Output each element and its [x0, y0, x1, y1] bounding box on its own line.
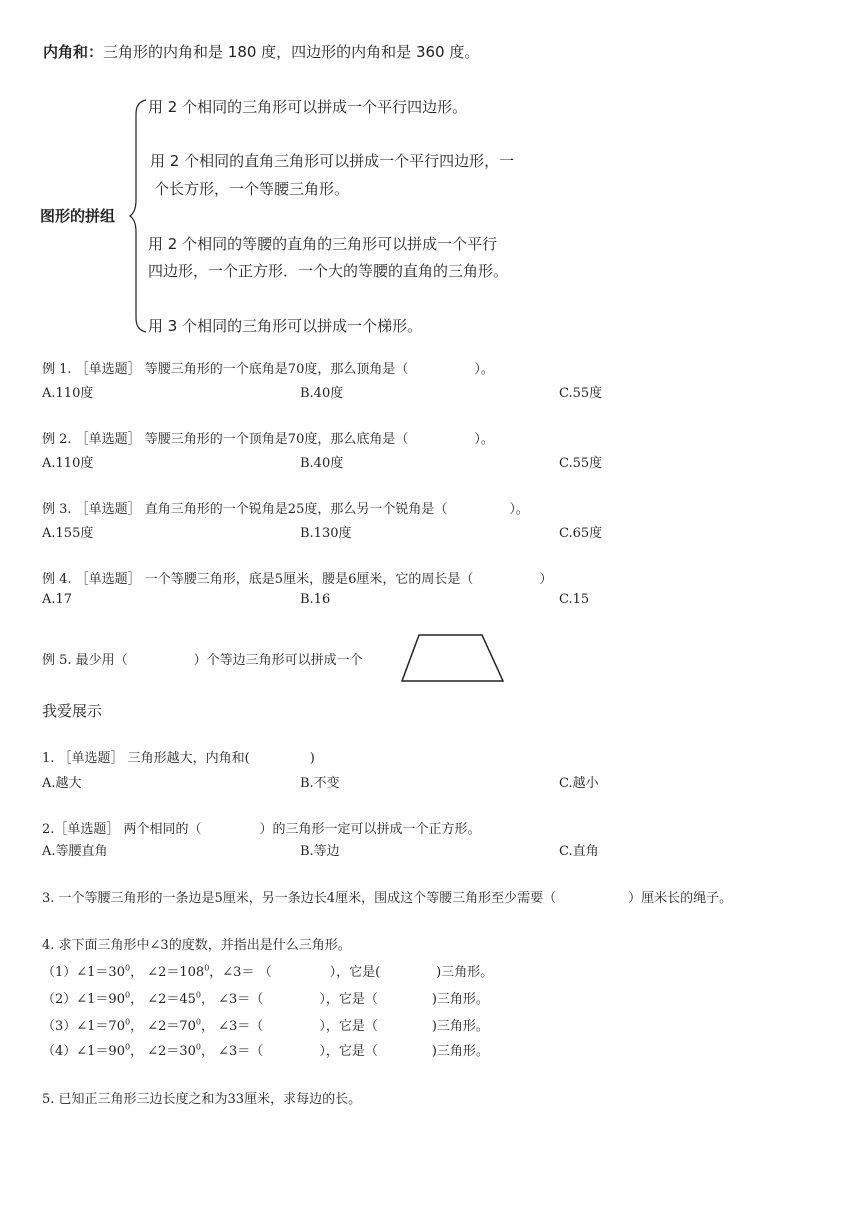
example-question: 例 1. ［单选题］ 等腰三角形的一个底角是70度，那么顶角是（ ）。: [42, 362, 494, 377]
combine-item: 用 3 个相同的三角形可以拼成一个梯形。: [148, 317, 423, 335]
option-c: C.越小: [559, 776, 599, 791]
example-question: 例 3. ［单选题］ 直角三角形的一个锐角是25度，那么另一个锐角是（ ）。: [42, 502, 529, 517]
combine-item: 用 2 个相同的三角形可以拼成一个平行四边形。: [148, 98, 468, 116]
example-question: 例 5. 最少用（ ）个等边三角形可以拼成一个: [42, 653, 363, 668]
combine-item: 四边形，一个正方形．一个大的等腰的直角的三角形。: [148, 262, 509, 280]
option-c: C.55度: [559, 456, 603, 471]
practice-question: 5. 已知正三角形三边长度之和为33厘米，求每边的长。: [42, 1092, 362, 1107]
option-c: C.55度: [559, 386, 603, 401]
option-a: A.17: [42, 592, 73, 607]
example-question: 例 2. ［单选题］ 等腰三角形的一个顶角是70度，那么底角是（ ）。: [42, 432, 494, 447]
option-b: B.16: [300, 592, 331, 607]
option-b: B.不变: [300, 776, 340, 791]
option-c: C.直角: [559, 844, 599, 859]
practice-question: 2.［单选题］ 两个相同的（ ）的三角形一定可以拼成一个正方形。: [42, 822, 481, 837]
trapezoid-icon: [398, 632, 508, 684]
option-b: B.130度: [300, 526, 352, 541]
angle-row: $(4)\angle 1=90^0$， $\angle 2=30^0$， ∠3＝（ ），它是（ )三角形。: [42, 1042, 489, 1059]
option-a: A.越大: [42, 776, 82, 791]
inner-angle-line: [43, 41, 479, 62]
combine-item: 个长方形，一个等腰三角形。: [154, 180, 350, 198]
example-question: 例 4. ［单选题］ 一个等腰三角形，底是5厘米，腰是6厘米，它的周长是（ ）: [42, 572, 553, 587]
inner-angle-label: 内角和：: [43, 43, 104, 61]
angle-row: $(1)\angle 1=30^0$， $\angle 2=108^0$，∠3＝ （ ），它是( )三角形。: [42, 963, 494, 980]
option-c: C.15: [559, 592, 590, 607]
combine-label: 图形的拼组: [40, 207, 116, 225]
practice-question: 3. 一个等腰三角形的一条边是5厘米，另一条边长4厘米，围成这个等腰三角形至少需要（ ）厘米长的绳子。: [42, 891, 733, 906]
angle-row: $(2)\angle 1=90^0$， $\angle 2=45^0$， ∠3＝（ ），它是（ )三角形。: [42, 990, 489, 1007]
option-b: B.40度: [300, 386, 344, 401]
option-b: B.40度: [300, 456, 344, 471]
curly-brace-icon: [128, 96, 158, 336]
inner-angle-text: 三角形的内角和是 180 度，四边形的内角和是 360 度。: [103, 43, 480, 61]
option-a: A.110度: [42, 386, 94, 401]
option-b: B.等边: [300, 844, 340, 859]
option-a: A.155度: [42, 526, 94, 541]
option-a: A.等腰直角: [42, 844, 108, 859]
practice-question: 1. ［单选题］ 三角形越大，内角和( ): [42, 751, 315, 766]
practice-question: 4. 求下面三角形中∠3的度数，并指出是什么三角形。: [42, 938, 351, 953]
option-c: C.65度: [559, 526, 603, 541]
combine-item: 用 2 个相同的等腰的直角的三角形可以拼成一个平行: [148, 235, 498, 253]
combine-item: 用 2 个相同的直角三角形可以拼成一个平行四边形，一: [150, 152, 515, 170]
angle-row: $(3)\angle 1=70^0$， $\angle 2=70^0$， ∠3＝（ ），它是（ )三角形。: [42, 1017, 489, 1034]
section-title: 我爱展示: [42, 702, 103, 720]
option-a: A.110度: [42, 456, 94, 471]
